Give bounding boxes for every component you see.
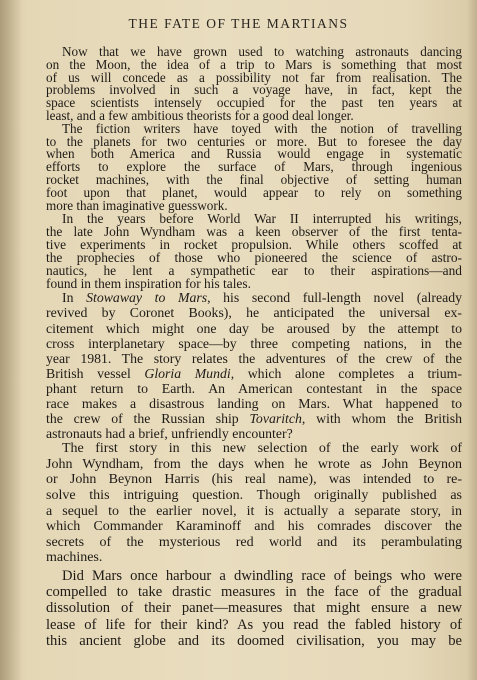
- text-line: revived by Coronet Books), he anticipated the universal ex-: [46, 305, 462, 321]
- text-line: the crew of the Russian ship Tovaritch, with whom the British: [46, 411, 462, 427]
- text-line: which Commander Karaminoff and his comrades discover the: [46, 519, 462, 535]
- text-line: or John Beynon Harris (his real name), was intended to re-: [46, 472, 462, 488]
- text-line: tive experiments in rocket propulsion. While others scoffed at: [46, 237, 462, 253]
- text-line: The first story in this new selection of the early work of: [62, 441, 462, 457]
- text-line: citement which might one day be aroused by the attempt to: [46, 320, 462, 336]
- text-line: British vessel Gloria Mundi, which alone completes a trium-: [46, 365, 462, 381]
- text-line: year 1981. The story relates the adventures of the crew of the: [46, 350, 462, 366]
- page-body: [46, 46, 462, 649]
- text-line: compelled to take drastic measures in the face of the gradual: [46, 584, 462, 601]
- text-line: machines.: [46, 550, 103, 566]
- page-edge-shading: [467, 0, 477, 680]
- text-line: John Wyndham, from the days when he wrote as John Beynon: [46, 456, 462, 472]
- text-line: lease of life for their kind? As you read the fabled history of: [46, 616, 462, 633]
- paragraph-1: [46, 46, 462, 123]
- text-line: space scientists intensely occupied for the past ten years at: [46, 95, 462, 111]
- paragraph-3: [46, 212, 462, 290]
- text-line: cross interplanetary space—by three competing nations, in the: [46, 335, 462, 351]
- text-line: this ancient globe and its doomed civilisation, you may be: [46, 632, 462, 649]
- text-line: to the planets for two centuries or more. But to foresee the day: [46, 133, 462, 149]
- text-line: solve this intriguing question. Though originally published as: [46, 488, 462, 504]
- paragraph-6: [46, 568, 462, 649]
- text-line: foot upon that planet, would appear to rely on something: [46, 184, 462, 200]
- text-line: on the Moon, the idea of a trip to Mars is something that most: [46, 56, 462, 72]
- text-line: secrets of the mysterious red world and its perambulating: [46, 534, 462, 550]
- text-line: The fiction writers have toyed with the notion of travelling: [62, 120, 462, 136]
- text-line: when both America and Russia would engage in systematic: [46, 146, 462, 162]
- text-line: least, and a few ambitious theorists for a good deal longer.: [46, 107, 354, 123]
- gutter-shadow: [0, 0, 22, 680]
- text-line: more than imaginative guesswork.: [46, 197, 228, 213]
- text-line: problems involved in such a voyage have, in fact, kept the: [46, 82, 462, 98]
- paragraph-4: [46, 290, 462, 441]
- text-line: dissolution of their panet—measures that might ensure a new: [46, 600, 462, 617]
- text-line: a sequel to the earlier novel, it is actually a separate story, in: [46, 503, 462, 519]
- text-line: of us will concede as a possibility not far from realisation. The: [46, 69, 462, 85]
- paragraph-2: [46, 120, 462, 213]
- text-line: nautics, he lent a sympathetic ear to their aspirations—and: [46, 263, 462, 279]
- text-line: rocket machines, with the final objective of setting human: [46, 171, 462, 187]
- text-line: In Stowaway to Mars, his second full-length novel (already: [62, 290, 462, 306]
- text-line: found in them inspiration for his tales.: [46, 276, 251, 292]
- text-line: the late John Wyndham was a keen observer of the first tenta-: [46, 224, 462, 240]
- page-title: THE FATE OF THE MARTIANS: [128, 16, 349, 31]
- text-line: astronauts had a brief, unfriendly encounter?: [46, 426, 293, 442]
- text-line: In the years before World War II interrupted his writings,: [62, 211, 462, 227]
- text-line: Did Mars once harbour a dwindling race of beings who were: [62, 568, 462, 585]
- text-line: the prophecies of those who pioneered the science of astro-: [46, 250, 462, 266]
- text-line: Now that we have grown used to watching astronauts dancing: [62, 44, 462, 59]
- text-line: phant return to Earth. An American contestant in the space: [46, 380, 462, 396]
- text-line: race makes a disastrous landing on Mars. What happened to: [46, 396, 462, 412]
- text-line: efforts to explore the surface of Mars, through ingenious: [46, 159, 462, 175]
- paragraph-5: [46, 441, 462, 566]
